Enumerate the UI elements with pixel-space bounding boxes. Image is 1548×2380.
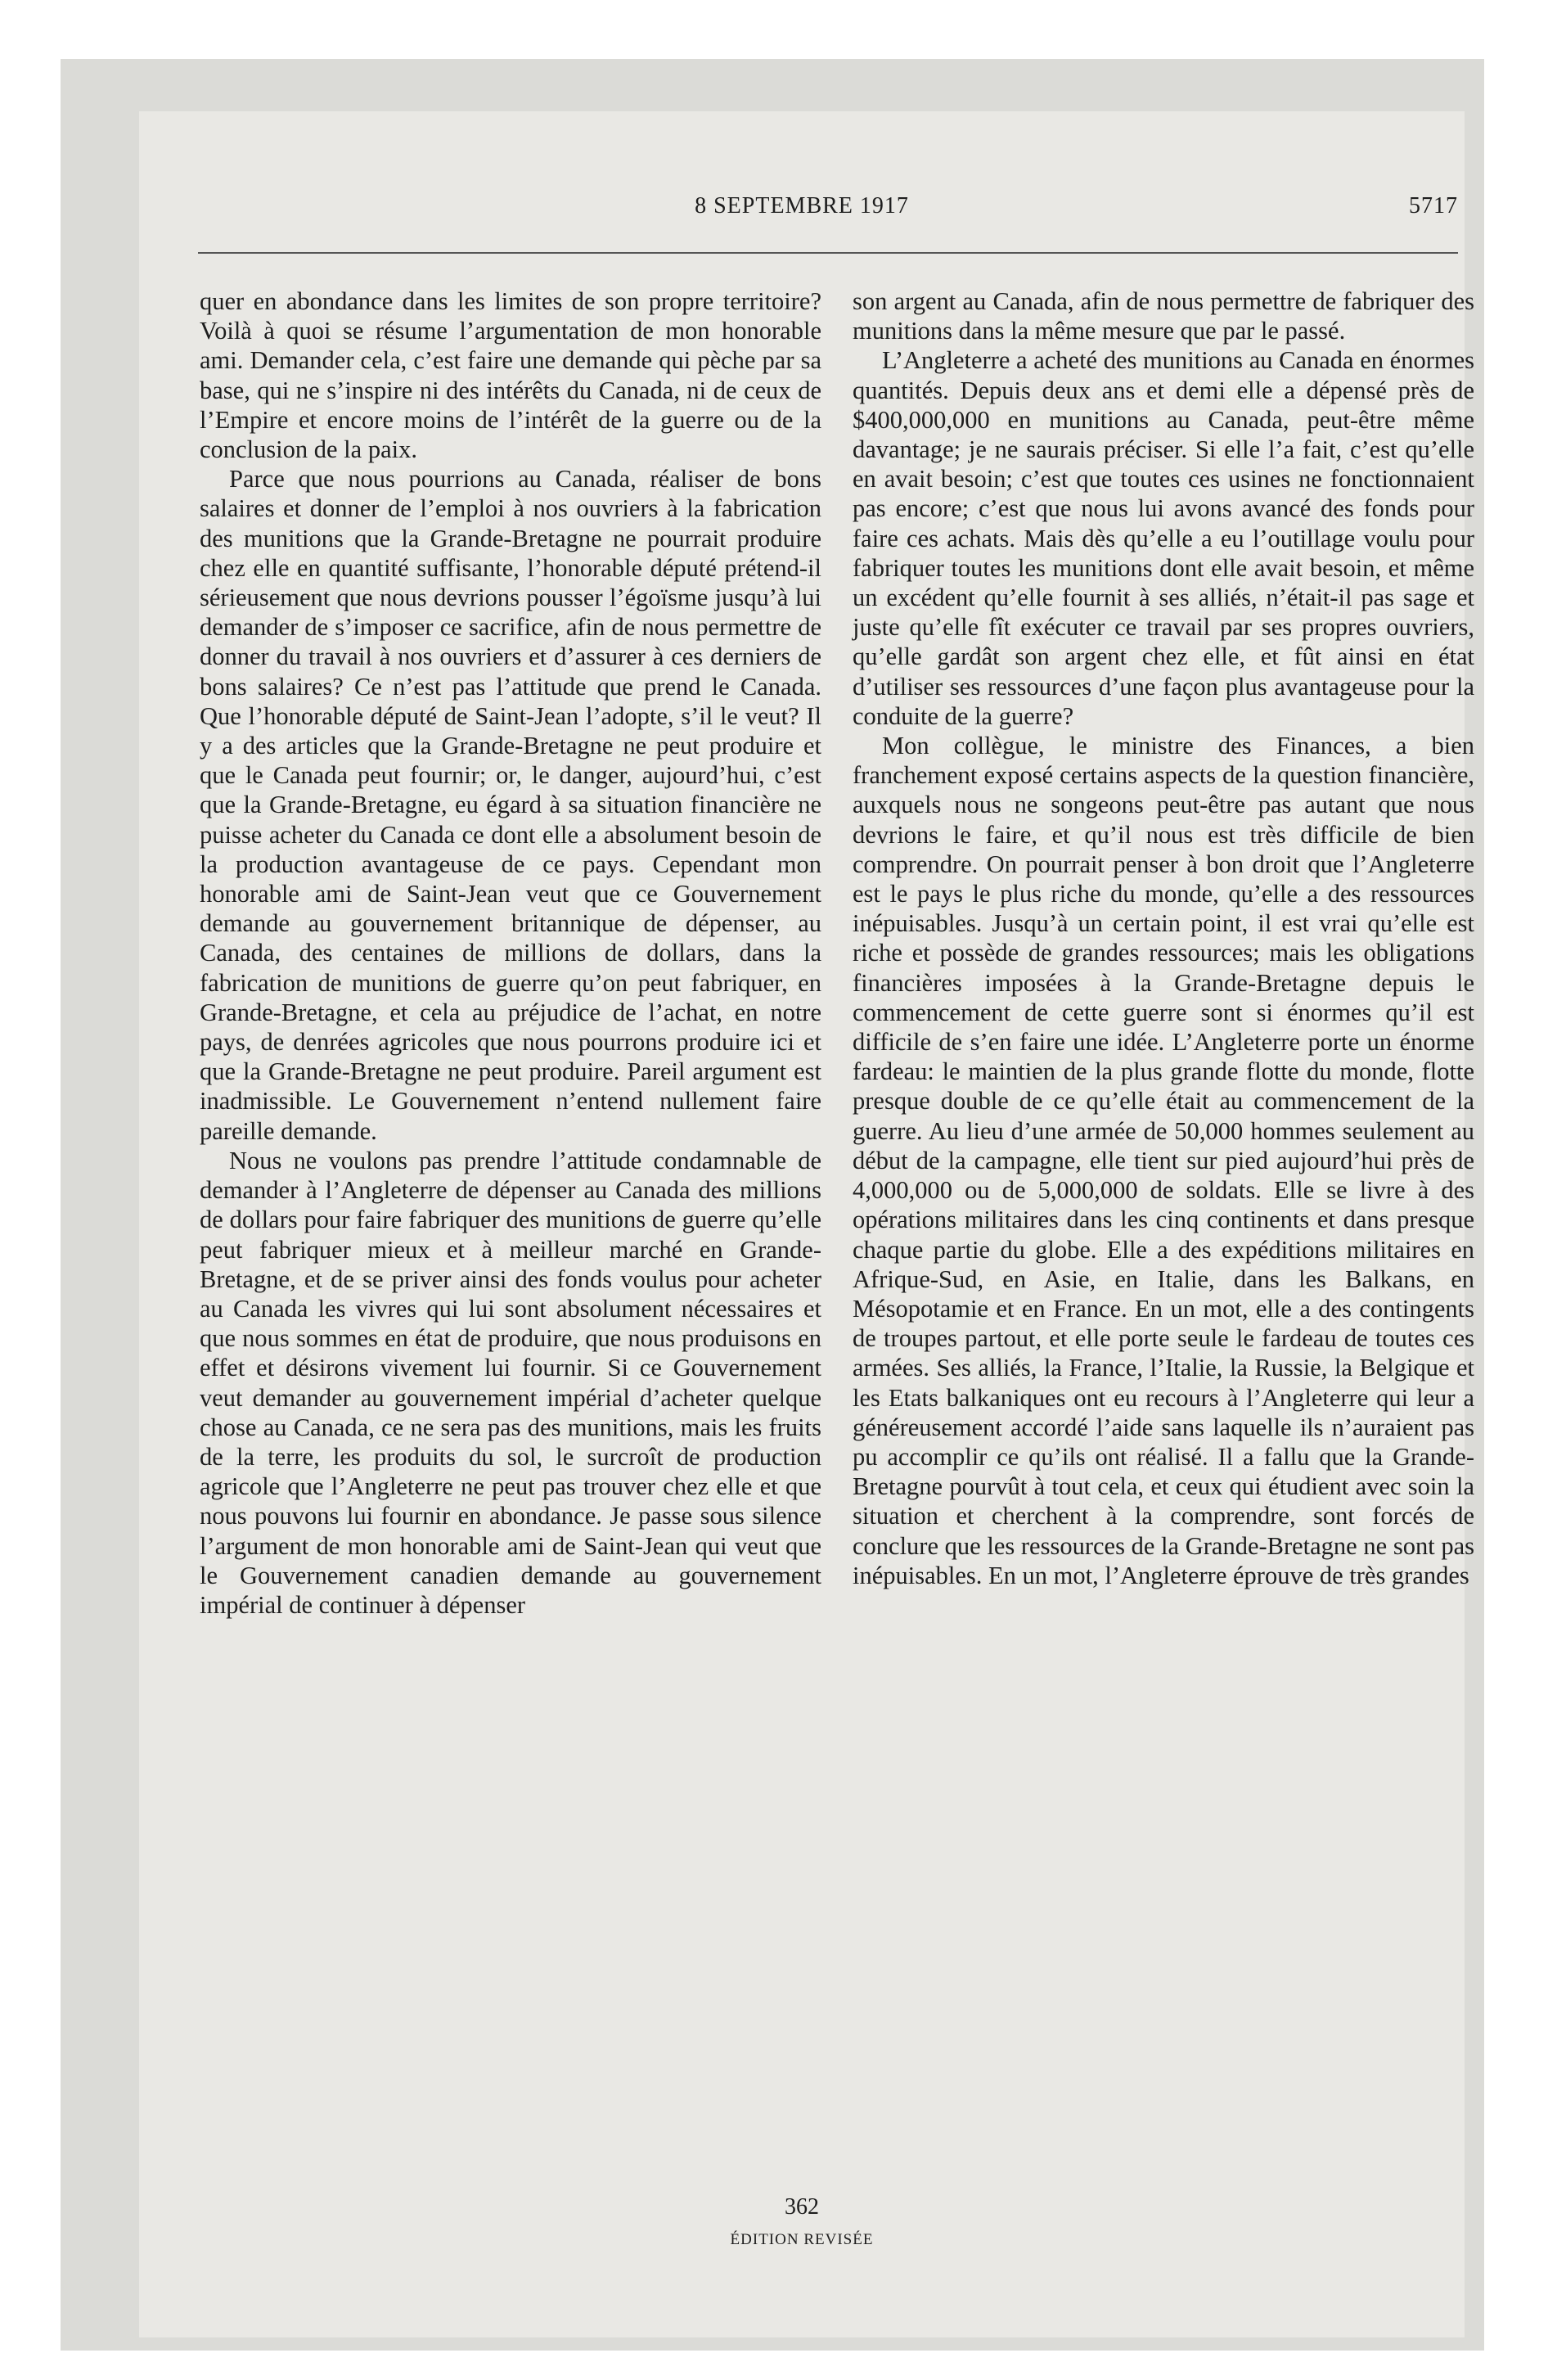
left-column xyxy=(200,286,821,1620)
page-header xyxy=(139,193,1465,226)
paragraph: Parce que nous pourrions au Canada, réaliser de bons salaires et donner de l’emploi à nos ouvriers à la fabrication des munitions que la Grande-Bretagne ne pourrait produire chez elle en quantité suffisante, l’honorable député prétend-il sérieusement que nous devrions pousser l’égoïsme jusqu’à lui demander de s’imposer ce sacrifice, afin de nous permettre de donner du travail à nos ouvriers et d’assurer à ces derniers de bons salaires? Ce n’est pas l’attitude que prend le Canada. Que l’honorable député de Saint-Jean l’adopte, s’il le veut? Il y a des articles que la Grande-Bretagne ne peut produire et que le Canada peut fournir; or, le danger, aujourd’hui, c’est que la Grande-Bretagne, eu égard à sa situation financière ne puisse acheter du Canada ce dont elle a absolument besoin de la production avantageuse de ce pays. Cependant mon honorable ami de Saint-Jean veut que ce Gouvernement demande au gouvernement britannique de dépenser, au Canada, des centaines de millions de dollars, dans la fabrication de munitions de guerre qu’on peut fabriquer, en Grande-Bretagne, et cela au préjudice de l’achat, en notre pays, de denrées agricoles que nous pourrons produire ici et que la Grande-Bretagne ne peut produire. Pareil argument est inadmissible. Le Gouvernement n’entend nullement faire pareille demande. xyxy=(200,465,821,1145)
document-page xyxy=(139,111,1474,2337)
paragraph: L’Angleterre a acheté des munitions au Canada en énormes quantités. Depuis deux ans et demi elle a dépensé près de $400,000,000 en munitions au Canada, peut-être même davantage; je ne saurais préciser. Si elle l’a fait, c’est qu’elle en avait besoin; c’est que toutes ces usines ne fonctionnaient pas encore; c’est que nous lui avons avancé des fonds pour faire ces achats. Mais dès qu’elle a eu l’outillage voulu pour fabriquer toutes les munitions dont elle avait besoin, et même un excédent qu’elle fournit à ses alliés, n’était-il pas sage et juste qu’elle fît exécuter ce travail par ses propres ouvriers, qu’elle gardât son argent chez elle, et fût ainsi en état d’utiliser ses ressources d’une façon plus avantageuse pour la conduite de la guerre? xyxy=(853,346,1474,730)
scan-background xyxy=(61,59,1484,2351)
paragraph: Nous ne voulons pas prendre l’attitude condamnable de demander à l’Angleterre de dépenser au Canada des millions de dollars pour faire fabriquer des munitions de guerre qu’elle peut fabriquer mieux et à meilleur marché en Grande-Bretagne, et de se priver ainsi des fonds voulus pour acheter au Canada les vivres qui lui sont absolument nécessaires et que nous sommes en état de produire, que nous produisons en effet et désirons vivement lui fournir. Si ce Gouvernement veut demander au gouvernement impérial d’acheter quelque chose au Canada, ce ne sera pas des munitions, mais les fruits de la terre, les produits du sol, le surcroît de production agricole que l’Angleterre ne peut pas trouver chez elle et que nous pouvons lui fournir en abondance. Je passe sous silence l’argument de mon honorable ami de Saint-Jean qui veut que le Gouvernement canadien demande au gouvernement impérial de continuer à dépenser xyxy=(200,1146,821,1619)
header-page-number: 5717 xyxy=(1409,193,1458,219)
right-column xyxy=(853,286,1474,1590)
paragraph: son argent au Canada, afin de nous permettre de fabriquer des munitions dans la même mesure que par le passé. xyxy=(853,287,1474,345)
header-date: 8 SEPTEMBRE 1917 xyxy=(695,193,909,219)
paragraph: Mon collègue, le ministre des Finances, a bien franchement exposé certains aspects de la question financière, auxquels nous ne songeons peut-être pas autant que nous devrions le faire, et qu’il nous est très difficile de bien comprendre. On pourrait penser à bon droit que l’Angleterre est le pays le plus riche du monde, qu’elle a des ressources inépuisables. Jusqu’à un certain point, il est vrai qu’elle est riche et possède de grandes ressources; mais les obligations financières imposées à la Grande-Bretagne depuis le commencement de cette guerre sont si énormes qu’il est difficile de s’en faire une idée. L’Angleterre porte un énorme fardeau: le maintien de la plus grande flotte du monde, flotte presque double de ce qu’elle était au commencement de la guerre. Au lieu d’une armée de 50,000 hommes seulement au début de la campagne, elle tient sur pied aujourd’hui près de 4,000,000 ou de 5,000,000 de soldats. Elle se livre à des opérations militaires dans les cinq continents et dans presque chaque partie du globe. Elle a des expéditions militaires en Afrique-Sud, en Asie, en Italie, dans les Balkans, en Mésopotamie et en France. En un mot, elle a des contingents de troupes partout, et elle porte seule le fardeau de toutes ces armées. Ses alliés, la France, l’Italie, la Russie, la Belgique et les Etats balkaniques ont eu recours à l’Angleterre qui leur a généreusement accordé l’aide sans laquelle ils n’auraient pas pu accomplir ce qu’ils ont réalisé. Il a fallu que la Grande-Bretagne pourvût à tout cela, et ceux qui étudient avec soin la situation et cherchent à la comprendre, sont forcés de conclure que les ressources de la Grande-Bretagne ne sont pas inépuisables. En un mot, l’Angleterre éprouve de très grandes xyxy=(853,732,1474,1589)
footer-edition: ÉDITION REVISÉE xyxy=(730,2231,874,2248)
header-rule xyxy=(198,252,1458,254)
paragraph: quer en abondance dans les limites de son propre territoire? Voilà à quoi se résume l’argumentation de mon honorable ami. Demander cela, c’est faire une demande qui pèche par sa base, qui ne s’inspire ni des intérêts du Canada, ni de ceux de l’Empire et encore moins de l’intérêt de la guerre ou de la conclusion de la paix. xyxy=(200,287,821,464)
footer-page-number: 362 xyxy=(785,2194,819,2220)
